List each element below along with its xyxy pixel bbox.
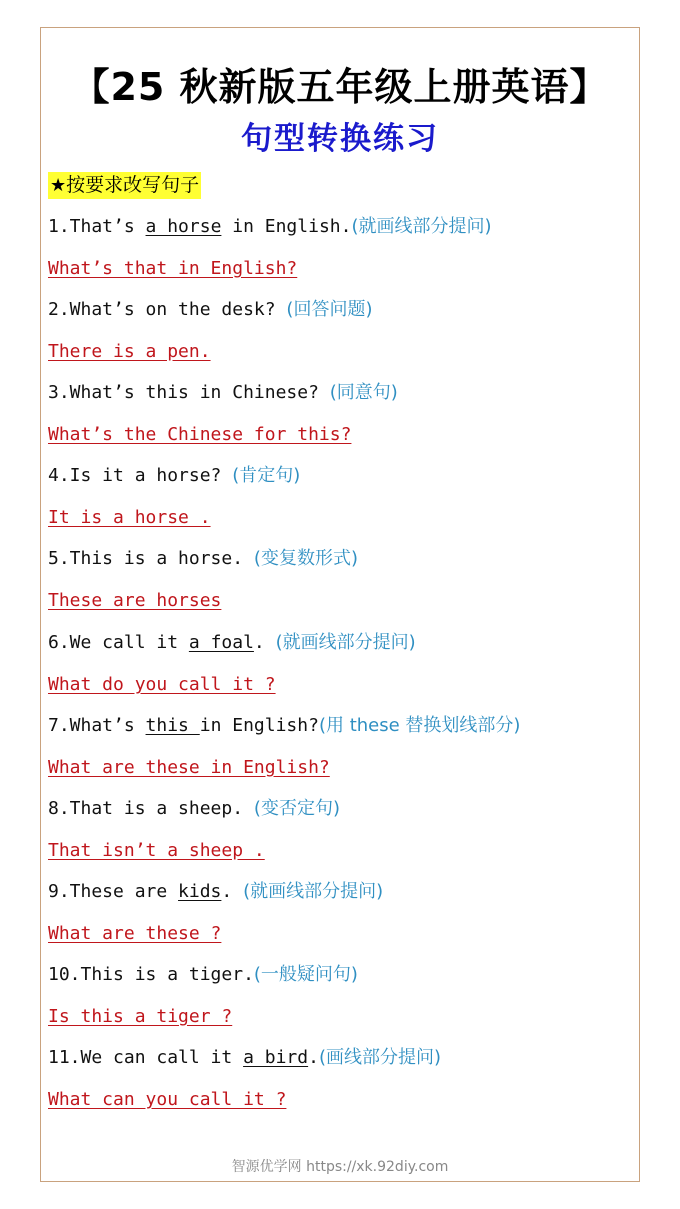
question-text: 5.This is a horse. [48,548,244,569]
question-4 [48,463,300,489]
answer-4: It is a horse . [48,507,211,528]
answer-5: These are horses [48,590,222,611]
question-text: 11.We can call it [48,1047,244,1068]
question-1 [48,214,492,240]
question-text: 2.What’s on the desk? [48,299,276,320]
underlined-part: a horse [145,216,222,237]
question-text-end: in English. [221,216,352,237]
answer-3: What’s the Chinese for this? [48,424,352,445]
question-8 [48,796,340,822]
question-2 [48,297,372,323]
question-text: 1.That’s [48,216,146,237]
question-3 [48,380,398,406]
question-text-end: . [253,632,265,653]
question-hint: (回答问题) [286,299,373,320]
question-7 [48,713,520,739]
question-text-end: . [308,1047,319,1068]
question-5 [48,546,358,572]
question-text: 9.These are [48,881,179,902]
answer-9: What are these ? [48,923,222,944]
question-hint: (就画线部分提问) [243,881,384,902]
underlined-part: a bird [243,1047,309,1068]
question-text: 3.What’s this in Chinese? [48,382,319,403]
page-subtitle: 句型转换练习 [241,121,439,157]
footer-watermark: 智源优学网 https://xk.92diy.com [231,1159,449,1175]
question-hint: (一般疑问句) [253,964,358,985]
question-hint: (就画线部分提问) [351,216,492,237]
question-text: 7.What’s [48,715,146,736]
question-9 [48,879,383,905]
underlined-part: a foal [188,632,254,653]
answer-10: Is this a tiger ? [48,1006,233,1027]
answer-2: There is a pen. [48,341,211,362]
star-icon: ★ [50,175,67,196]
question-text-end: . [221,881,233,902]
page-title: 【25 秋新版五年级上册英语】 [71,65,609,109]
underlined-part: kids [178,881,222,902]
instruction-text: 按要求改写句子 [66,174,200,196]
question-11 [48,1045,441,1071]
answer-1: What’s that in English? [48,258,298,279]
answer-11: What can you call it ? [48,1089,287,1110]
question-hint: (变否定句) [253,798,340,819]
question-hint: (就画线部分提问) [275,632,416,653]
question-10 [48,962,358,988]
instruction-highlight [48,172,201,199]
question-text: 4.Is it a horse? [48,465,222,486]
question-hint: (同意句) [329,382,398,403]
question-text: 10.This is a tiger. [48,964,254,985]
answer-8: That isn’t a sheep . [48,840,265,861]
underlined-part: this [145,715,200,736]
question-text: 8.That is a sheep. [48,798,244,819]
question-hint: (用 these 替换划线部分) [318,715,521,736]
question-hint: (变复数形式) [253,548,358,569]
question-text-end: in English? [199,715,319,736]
question-hint: (肯定句) [232,465,301,486]
answer-7: What are these in English? [48,757,330,778]
answer-6: What do you call it ? [48,674,276,695]
question-text: 6.We call it [48,632,189,653]
question-hint: (画线部分提问) [318,1047,441,1068]
question-6 [48,630,416,656]
